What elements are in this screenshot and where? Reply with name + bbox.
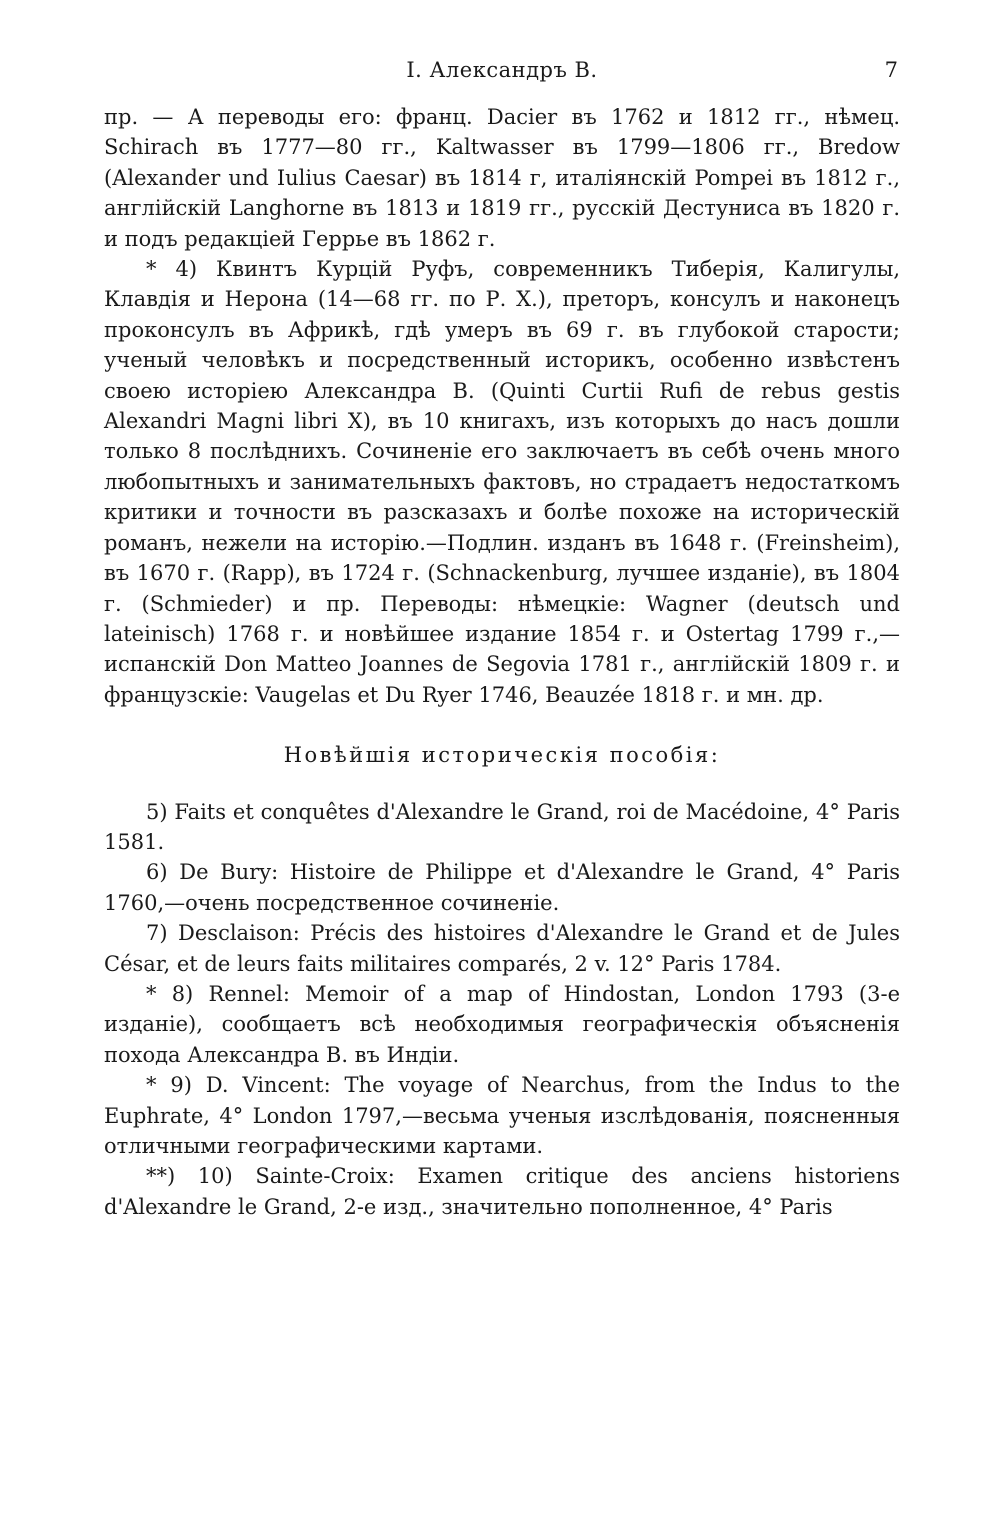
page-number: 7 [884, 58, 898, 82]
paragraph-curtius-rufus: * 4) Квинтъ Курцій Руфъ, современникъ Тиберія, Калигулы, Клавдія и Нерона (14—68 гг. по Р. Х.), преторъ, консулъ и наконецъ проконсулъ въ Африкѣ, гдѣ умеръ въ 69 г. въ глубокой старости; ученый человѣкъ и посредственный историкъ, особенно извѣстенъ своею исторіею Александра В. (Quinti Curtii Rufi de rebus gestis Alexandri Magni libri X), въ 10 книгахъ, изъ которыхъ до насъ дошли только 8 послѣднихъ. Сочиненіе его заключаетъ въ себѣ очень много любопытныхъ и занимательныхъ фактовъ, но страдаетъ недостаткомъ критики и точности въ разсказахъ и болѣе похоже на историческій романъ, нежели на исторію.—Подлин. изданъ въ 1648 г. (Freinsheim), въ 1670 г. (Rapp), въ 1724 г. (Schnackenburg, лучшее изданіе), въ 1804 г. (Schmieder) и пр. Переводы: нѣмецкіе: Wagner (deutsch und lateinisch) 1768 г. и новѣйшее издание 1854 г. и Ostertag 1799 г.,—испанскій Don Matteo Joannes de Segovia 1781 г., англійскій 1809 г. и французскіе: Vaugelas et Du Ryer 1746, Beauzée 1818 г. и мн. др. [104, 257, 900, 707]
book-page [104, 50, 900, 1222]
page-body [104, 102, 900, 1222]
entry-8: * 8) Rennel: Memoir of a map of Hindostan, London 1793 (3-е изданіе), сообщаетъ всѣ необходимыя географическія объясненія похода Александра В. въ Индіи. [104, 981, 900, 1067]
running-title: I. Александръ В. [406, 58, 598, 82]
entry-6: 6) De Bury: Histoire de Philippe et d'Alexandre le Grand, 4° Paris 1760,—очень посредственное сочиненіе. [104, 860, 900, 915]
paragraph-translations: пр. — А переводы его: франц. Dacier въ 1762 и 1812 гг., нѣмец. Schirach въ 1777—80 гг., Kaltwasser въ 1799—1806 гг., Bredow (Alexander und Iulius Caesar) въ 1814 г, италіянскій Pompei въ 1812 г., англійскій Langhorne въ 1813 и 1819 гг., русскій Дестуниса въ 1820 г. и подъ редакціей Геррье въ 1862 г. [104, 105, 900, 251]
section-title: Новѣйшія историческія пособія: [283, 743, 721, 768]
entry-9: * 9) D. Vincent: The voyage of Nearchus, from the Indus to the Euphrate, 4° London 1797,—весьма ученыя изслѣдованія, поясненныя отличными географическими картами. [104, 1073, 900, 1158]
entry-7: 7) Desclaison: Précis des histoires d'Alexandre le Grand et de Jules César, et de leurs faits militaires comparés, 2 v. 12° Paris 1784. [104, 921, 900, 976]
running-header [104, 50, 900, 90]
entry-10: **) 10) Sainte-Croix: Examen critique des anciens historiens d'Alexandre le Grand, 2-е изд., значительно пополненное, 4° Paris [104, 1164, 900, 1219]
entry-5: 5) Faits et conquêtes d'Alexandre le Grand, roi de Macédoine, 4° Paris 1581. [104, 799, 900, 854]
